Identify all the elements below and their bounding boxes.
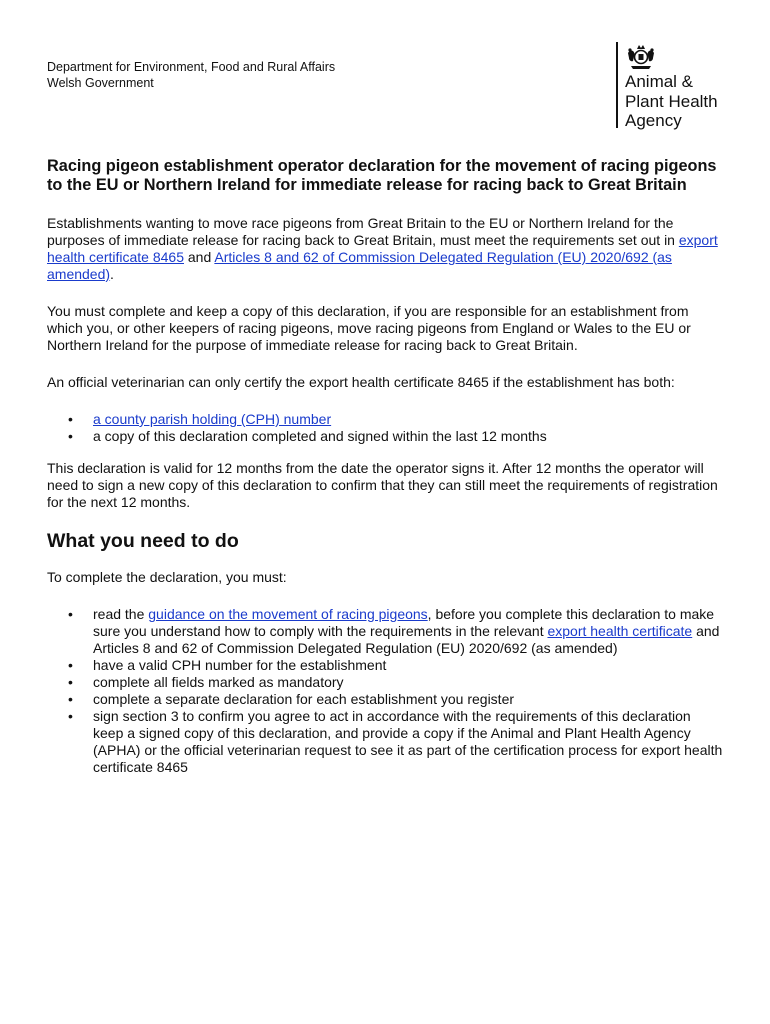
bullet: • [68, 708, 73, 724]
bullet: • [68, 428, 73, 444]
document-title: Racing pigeon establishment operator declaration for the movement of racing pigeons to the EU or Northern Ireland for immediate release for racing back to Great Britain [47, 157, 717, 194]
requirements-list [47, 411, 727, 445]
commission-regulation-link[interactable]: Articles 8 and 62 of Commission Delegated Regulation (EU) 2020/692 (as amended) [47, 249, 672, 282]
list-item-text: sign section 3 to confirm you agree to act in accordance with the requirements of this declaration [93, 708, 691, 724]
bullet: • [68, 657, 73, 673]
department-names [47, 59, 335, 91]
department-line-defra: Department for Environment, Food and Rural Affairs [47, 60, 336, 74]
list-item-text: have a valid CPH number for the establishment [93, 657, 387, 673]
bullet: • [68, 691, 73, 707]
export-health-certificate-link[interactable]: export health certificate [547, 623, 693, 639]
list-item-text: a copy of this declaration completed and signed within the last 12 months [93, 428, 547, 444]
logo-text [625, 72, 718, 131]
logo-divider [616, 42, 618, 128]
section-heading: What you need to do [47, 530, 239, 552]
racing-pigeon-guidance-link[interactable]: guidance on the movement of racing pigeons [148, 606, 428, 622]
instructions-intro: To complete the declaration, you must: [47, 569, 287, 585]
intro-text-2: and [183, 249, 215, 265]
logo-text-line1: Animal & [625, 72, 694, 91]
list-item-text: complete a separate declaration for each establishment you register [93, 691, 515, 707]
logo-text-line2: Plant Health [625, 91, 718, 111]
intro-paragraph [47, 215, 727, 283]
instructions-list [47, 606, 727, 776]
royal-crest-icon [625, 43, 657, 71]
list-item [47, 606, 727, 657]
export-health-certificate-link[interactable]: export health certificate 8465 [47, 232, 718, 265]
list-item [47, 708, 727, 776]
list-item [47, 428, 727, 445]
list-item-text: complete all fields marked as mandatory [93, 674, 344, 690]
list-item-text: , before you complete this declaration to make sure you understand how to comply with the requirements in the relevant [93, 606, 715, 639]
bullet: • [68, 674, 73, 690]
list-item [47, 411, 727, 428]
list-item [47, 674, 727, 691]
list-item [47, 657, 727, 674]
document-body [47, 157, 727, 791]
bullet: • [68, 411, 73, 427]
list-item-text: read the [93, 606, 149, 622]
bullet: • [68, 606, 73, 622]
cph-number-link[interactable]: a county parish holding (CPH) number [93, 411, 332, 427]
responsibility-paragraph: You must complete and keep a copy of this declaration, if you are responsible for an establishment from which you, or other keepers of racing pigeons, move racing pigeons from England or Wales to the EU or Northern Ireland for the purpose of immediate release for racing back to Great Britain. [47, 303, 691, 353]
list-item [47, 691, 727, 708]
list-item-text: and Articles 8 and 62 of Commission Delegated Regulation (EU) 2020/692 (as amended) [93, 623, 720, 656]
intro-text-1: Establishments wanting to move race pigeons from Great Britain to the EU or Northern Ireland for the purposes of immediate release for racing back to Great Britain, must meet the requirements set out in [47, 215, 679, 248]
logo-text-line3: Agency [625, 111, 682, 130]
department-line-welsh-government: Welsh Government [47, 76, 154, 90]
apha-logo [616, 42, 736, 130]
list-item-text: keep a signed copy of this declaration, and provide a copy if the Animal and Plant Health Agency (APHA) or the official veterinarian request to see it as part of the certification process for export health certificate 8465 [93, 725, 723, 775]
certification-paragraph: An official veterinarian can only certify the export health certificate 8465 if the establishment has both: [47, 374, 675, 390]
intro-text-3: . [110, 266, 114, 282]
validity-paragraph: This declaration is valid for 12 months from the date the operator signs it. After 12 months the operator will need to sign a new copy of this declaration to confirm that they can still meet the requirements of registration for the next 12 months. [47, 460, 718, 510]
